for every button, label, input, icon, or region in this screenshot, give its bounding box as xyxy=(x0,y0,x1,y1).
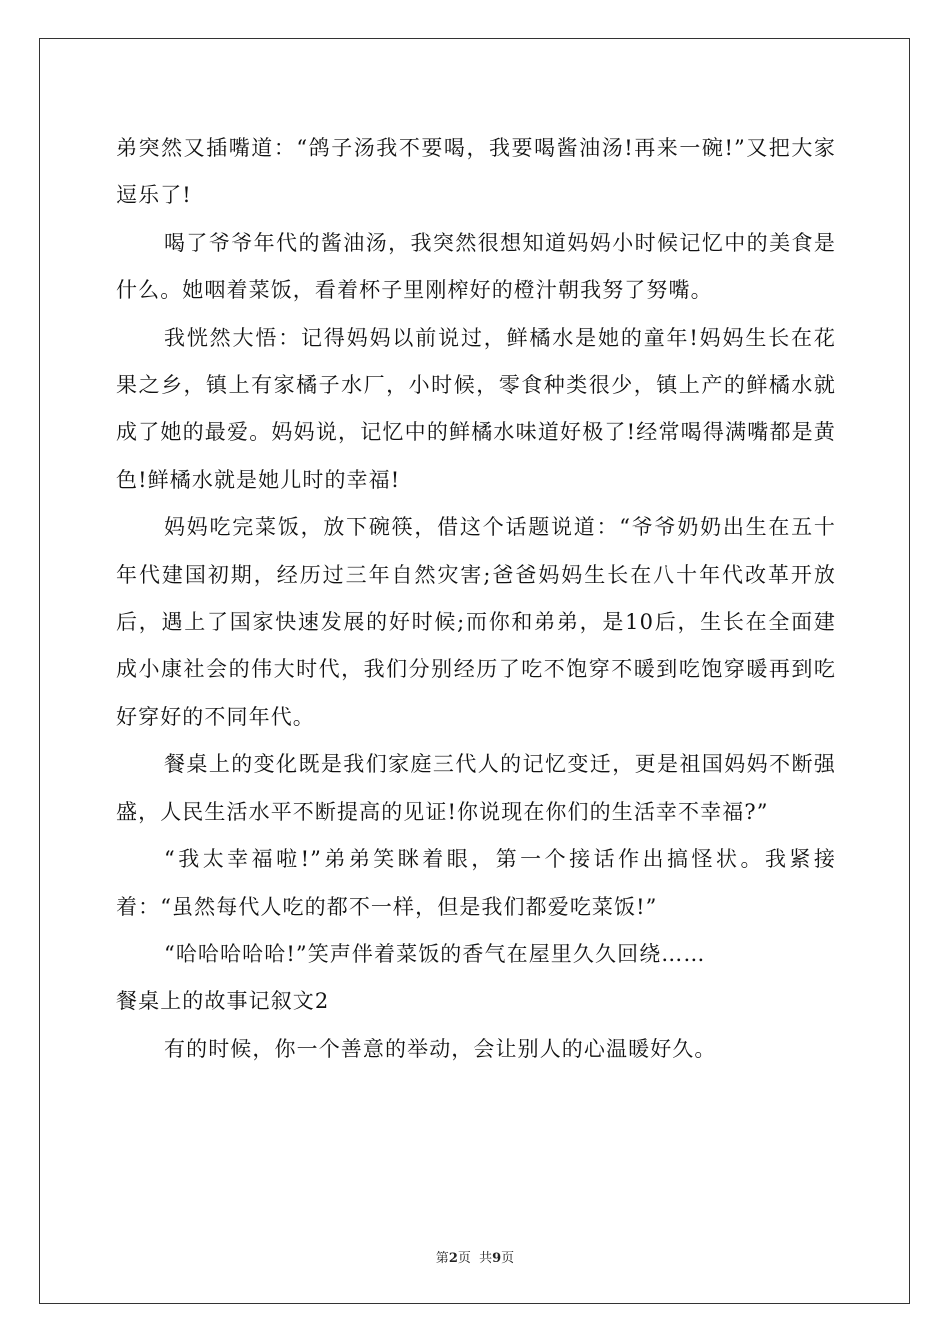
paragraph-4: 妈妈吃完菜饭，放下碗筷，借这个话题说道：“爷爷奶奶出生在五十年代建国初期，经历过三年自然灾害;爸爸妈妈生长在八十年代改革开放后，遇上了国家快速发展的好时候;而你和弟弟，是10后，生长在全面建成小康社会的伟大时代，我们分别经历了吃不饱穿不暖到吃饱穿暖再到吃好穿好的不同年代。 xyxy=(116,515,837,729)
paragraph-3: 我恍然大悟：记得妈妈以前说过，鲜橘水是她的童年!妈妈生长在花果之乡，镇上有家橘子水厂，小时候，零食种类很少，镇上产的鲜橘水就成了她的最爱。妈妈说，记忆中的鲜橘水味道好极了!经常喝得满嘴都是黄色!鲜橘水就是她儿时的幸福! xyxy=(116,325,836,492)
footer-prefix: 第 xyxy=(435,1251,449,1266)
paragraph-2: 喝了爷爷年代的酱油汤，我突然很想知道妈妈小时候记忆中的美食是什么。她咽着菜饭，看着杯子里刚榨好的橙汁朝我努了努嘴。 xyxy=(116,230,836,303)
paragraph-6: “我太幸福啦!”弟弟笑眯着眼，第一个接话作出搞怪状。我紧接着：“虽然每代人吃的都不一样，但是我们都爱吃菜饭!” xyxy=(116,847,836,919)
paragraph-8: 有的时候，你一个善意的举动，会让别人的心温暖好久。 xyxy=(164,1036,717,1061)
section-heading: 餐桌上的故事记叙文2 xyxy=(116,989,330,1014)
footer-suffix: 页 xyxy=(501,1251,515,1266)
footer-mid: 页 共 xyxy=(457,1251,493,1266)
paragraph-1: 弟突然又插嘴道：“鸽子汤我不要喝，我要喝酱油汤!再来一碗!”又把大家逗乐了! xyxy=(116,136,836,208)
footer-current-page: 2 xyxy=(448,1251,458,1266)
page-number-footer xyxy=(0,1247,950,1266)
paragraph-7: “哈哈哈哈哈!”笑声伴着菜饭的香气在屋里久久回绕…… xyxy=(164,941,706,966)
footer-total-pages: 9 xyxy=(492,1251,502,1266)
paragraph-5: 餐桌上的变化既是我们家庭三代人的记忆变迁，更是祖国妈妈不断强盛，人民生活水平不断提高的见证!你说现在你们的生活幸不幸福?” xyxy=(116,752,836,824)
document-body xyxy=(116,125,836,1073)
